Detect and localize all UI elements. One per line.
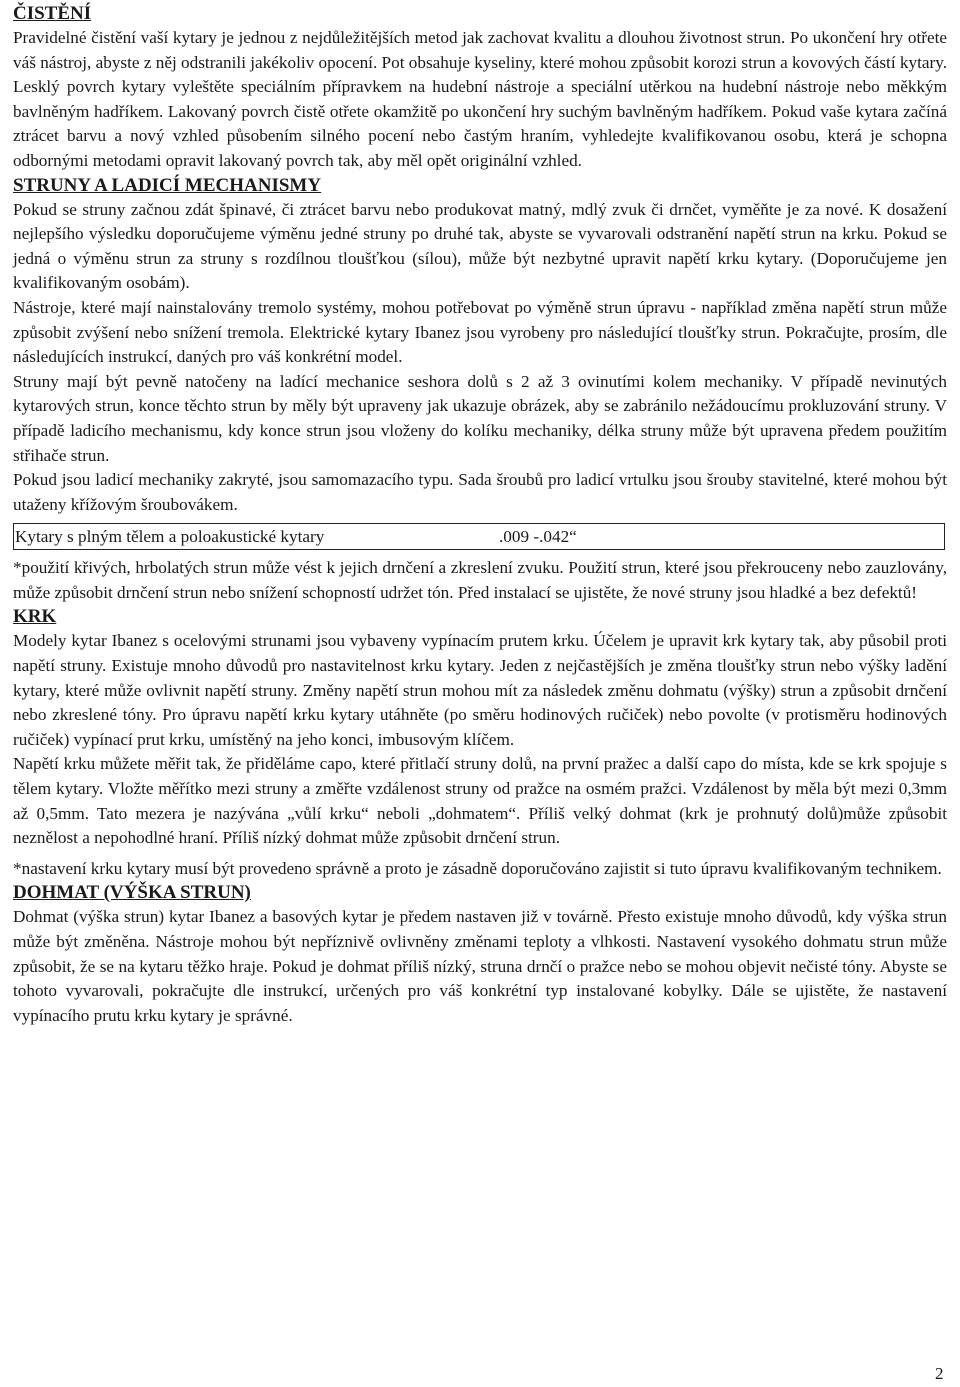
strings-paragraph-3: Struny mají být pevně natočeny na ladící mechanice seshora dolů s 2 až 3 ovinutími kolem mechaniky. V případě nevinutých kytarových strun, konce těchto strun by měly být upraveny jak ukazuje obrázek, aby se zabránilo nežádoucímu prokluzování struny. V případě ladicího mechanismu, kdy konce strun jsou vloženy do kolíku mechaniky, délka struny může být upravena předem použitím střihače strun. <box>13 371 947 465</box>
neck-paragraph-1: Modely kytar Ibanez s ocelovými strunami jsou vybaveny vypínacím prutem krku. Účelem je upravit krk kytary tak, aby působil proti napětí struny. Existuje mnoho důvodů pro nastavitelnost krku kytary. Jeden z nejčastějších je změna tloušťky strun nebo výšky ladění kytary, které může ovlivnit napětí struny. Změny napětí strun mohou mít za následek změnu dohmatu (výšky) strun a způsobit drnčení nebo zkreslené tóny. Pro úpravu napětí krku kytary utáhněte (po směru hodinových ručiček) nebo povolte (v protisměru hodinových ručiček) vypínací prut krku, umístěný na jeho konci, imbusovým klíčem. <box>13 631 947 749</box>
cleaning-paragraph: Pravidelné čistění vaší kytary je jednou z nejdůležitějších metod jak zachovat kvalitu a dlouhou životnost strun. Po ukončení hry otřete váš nástroj, abyste z něj odstranili jakékoliv opocení. Pot obsahuje kyseliny, které mohou způsobit korozi strun a kovových částí kytary. Lesklý povrch kytary vyleštěte speciálním přípravkem na hudební nástroje a speciální utěrkou na hudební nástroje nebo měkkým bavlněným hadříkem. Lakovaný povrch čistě otřete okamžitě po ukončení hry suchým bavlněným hadříkem. Pokud vaše kytara začíná ztrácet barvu a nový vzhled působením silného pocení nebo častým hraním, vyhledejte kvalifikovanou osobu, která je schopna odbornými metodami opravit lakovaný povrch tak, aby měl opět originální vzhled. <box>13 28 947 170</box>
action-paragraph: Dohmat (výška strun) kytar Ibanez a basových kytar je předem nastaven již v továrně. Přesto existuje mnoho důvodů, kdy výška strun může být změněna. Nástroje mohou být nepříznivě ovlivněny změnami teploty a vlhkosti. Nastavení vysokého dohmatu strun může způsobit, že se na kytaru těžko hraje. Pokud je dohmat příliš nízký, struna drnčí o pražce nebo se mohou objevit nečisté tóny. Abyste se tohoto vyvarovali, pokračujte dle instrukcí, určených pro váš konkrétní typ instalované kobylky. Dále se ujistěte, že nastavení vypínacího prutu krku kytary je správné. <box>13 907 947 1025</box>
strings-heading: STRUNY A LADICÍ MECHANISMY <box>13 174 322 196</box>
strings-paragraph-4: Pokud jsou ladicí mechaniky zakryté, jsou samomazacího typu. Sada šroubů pro ladicí vrtulku jsou šrouby stavitelné, které mohou být utaženy křížovým šroubovákem. <box>13 470 947 514</box>
neck-heading: KRK <box>13 606 57 628</box>
gauge-range: .009 -.042“ <box>499 526 577 546</box>
page-number: 2 <box>935 1364 944 1383</box>
document-page <box>13 0 947 1028</box>
neck-note: *nastavení krku kytary musí být provedeno správně a proto je zásadně doporučováno zajistit si tuto úpravu kvalifikovaným technikem. <box>13 858 942 878</box>
string-gauge-table <box>13 523 945 550</box>
strings-paragraph-1: Pokud se struny začnou zdát špinavé, či ztrácet barvu nebo produkovat matný, mdlý zvuk či drnčet, vyměňte je za nové. K dosažení nejlepšího výsledku doporučujeme výměnu jedné struny po druhé tak, abyste se vyvarovali odstranění napětí strun na krku. Pokud se jedná o výměnu strun za struny s rozdílnou tloušťkou (sílou), může být nezbytné upravit napětí krku kytary. (Doporučujeme jen kvalifikovaným osobám). <box>13 199 947 293</box>
action-heading: DOHMAT (VÝŠKA STRUN) <box>13 882 251 904</box>
strings-paragraph-2: Nástroje, které mají nainstalovány tremolo systémy, mohou potřebovat po výměně strun úpravu - například změna napětí strun může způsobit zvýšení nebo snížení tremola. Elektrické kytary Ibanez jsou vyrobeny pro následující tloušťky strun. Pokračujte, prosím, dle následujících instrukcí, daných pro váš konkrétní model. <box>13 297 947 367</box>
strings-note: *použití křivých, hrbolatých strun může vést k jejich drnčení a zkreslení zvuku. Použití strun, které jsou překrouceny nebo zauzlovány, může způsobit drnčení strun nebo snížení schopností udržet tón. Před instalací se ujistěte, že nové struny jsou hladké a bez defektů! <box>13 558 947 602</box>
gauge-guitar-type: Kytary s plným tělem a poloakustické kytary <box>15 526 325 546</box>
cleaning-heading: ČISTĚNÍ <box>13 3 92 24</box>
neck-paragraph-2: Napětí krku můžete měřit tak, že přiděláme capo, které přitlačí struny dolů, na první pražec a další capo do místa, kde se krk spojuje s tělem kytary. Vložte měřítko mezi struny a změřte vzdálenost struny od pražce na osmém pražci. Vzdálenost by měla být mezi 0,3mm až 0,5mm. Tato mezera je nazývána „vůlí krku“ neboli „dohmatem“. Příliš velký dohmat (krk je prohnutý dolů)může způsobit neznělost a nepohodlné hraní. Příliš nízký dohmat může způsobit drnčení strun. <box>13 754 947 848</box>
